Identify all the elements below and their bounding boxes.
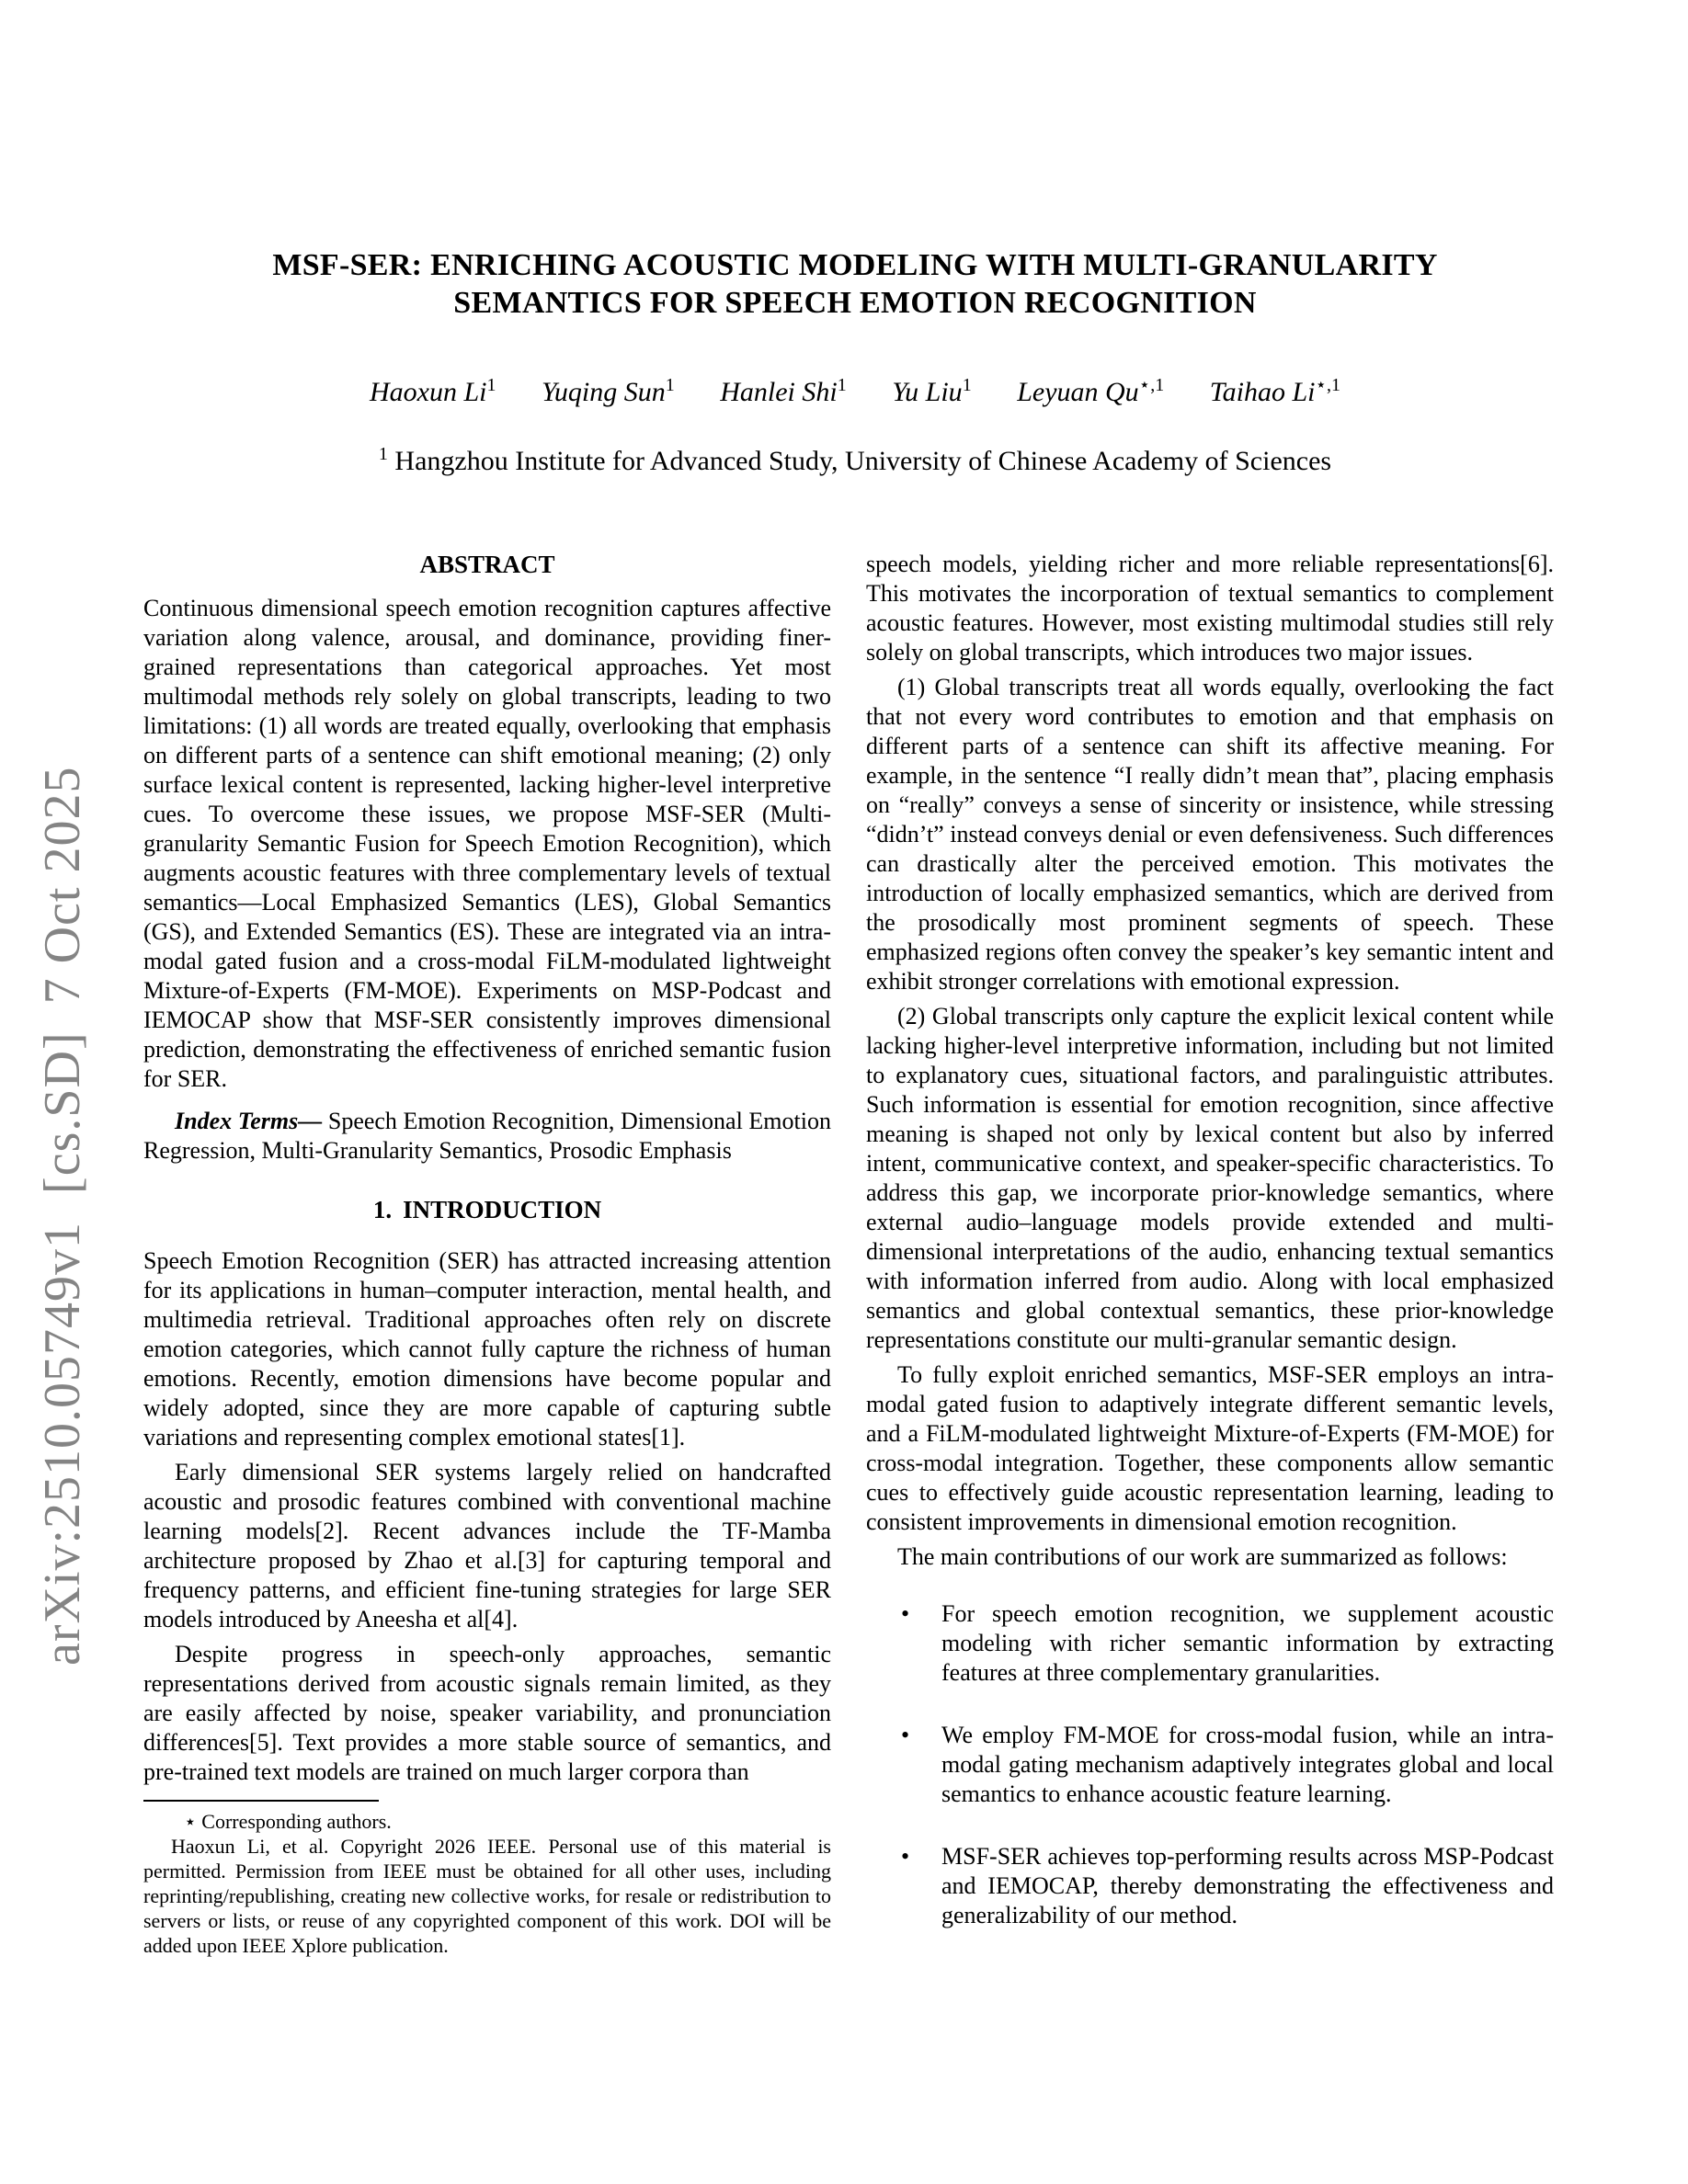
author-name: Taihao $Li^{⋆,1}$ <box>1209 375 1341 407</box>
footnote-rule <box>143 1800 379 1802</box>
bullet-icon: • <box>901 1722 910 1748</box>
body-paragraph: speech models, yielding richer and more reliable representations[6]. This motivates the incorporation of textual semantics to complement acoustic features. However, most existing multimodal studies still rely solely on global transcripts, which introduces two major issues. <box>866 551 1554 665</box>
contribution-text: For speech emotion recognition, we supplement acoustic modeling with richer semantic information by extracting features at three complementary granularities. <box>941 1600 1554 1686</box>
contribution-text: MSF-SER achieves top-performing results across MSP-Podcast and IEMOCAP, thereby demonstrating the effectiveness and generalizability of our method. <box>941 1843 1554 1928</box>
right-column <box>866 550 1554 1963</box>
index-terms-label: Index Terms— <box>175 1108 323 1134</box>
author-superscript: 1 <box>837 375 847 395</box>
author-superscript: 1 <box>486 375 496 395</box>
authors-line <box>143 368 1567 410</box>
intro-paragraph: Despite progress in speech-only approaches, semantic representations derived from acoustic signals remain limited, as they are easily affected by noise, speaker variability, and pronunciation differences[5]. Text provides a more stable source of semantics, and pre-trained text models are trained on much larger corpora than <box>143 1641 831 1785</box>
affiliation-text: Hangzhou Institute for Advanced Study, University of Chinese Academy of Sciences <box>387 446 1332 476</box>
contributions-list <box>866 1599 1554 1930</box>
arxiv-watermark: arXiv:2510.05749v1 [cs.SD] 7 Oct 2025 <box>34 766 91 1666</box>
author-name: Leyuan $Qu^{⋆,1}$ <box>1017 375 1165 407</box>
contribution-item <box>866 1721 1554 1809</box>
paper-title <box>143 246 1567 322</box>
affiliation <box>143 438 1567 478</box>
index-terms-text: Speech Emotion Recognition, Dimensional Emotion Regression, Multi-Granularity Semantics, Prosodic Emphasis <box>143 1108 831 1164</box>
author-superscript: ⋆,1 <box>1138 375 1165 395</box>
author-superscript: 1 <box>665 375 675 395</box>
left-column <box>143 550 831 1958</box>
paper-title-line2: SEMANTICS FOR SPEECH EMOTION RECOGNITION <box>453 286 1257 320</box>
section-number: 1. <box>372 1196 393 1223</box>
intro-paragraph: Speech Emotion Recognition (SER) has attracted increasing attention for its applications in human–computer interaction, mental health, and multimedia retrieval. Traditional approaches often rely on discrete emotion categories, which cannot fully capture the richness of human emotions. Recently, emotion dimensions have become popular and widely adopted, since they are more capable of capturing subtle variations and representing complex emotional states[1]. <box>143 1247 831 1450</box>
author-superscript: 1 <box>962 375 972 395</box>
bullet-icon: • <box>901 1843 910 1870</box>
index-terms <box>143 1107 831 1166</box>
intro-paragraph: Early dimensional SER systems largely relied on handcrafted acoustic and prosodic features combined with conventional machine learning models[2]. Recent advances include the TF-Mamba architecture proposed by Zhao et al.[3] for capturing temporal and frequency patterns, and efficient fine-tuning strategies for large SER models introduced by Aneesha et al[4]. <box>143 1459 831 1632</box>
author-name: Yuqing Sun$^1$ <box>541 375 675 407</box>
body-paragraph: (1) Global transcripts treat all words equally, overlooking the fact that not every word contributes to emotion and that emphasis on different parts of a sentence can shift its affective meaning. For example, in the sentence “I really didn’t mean that”, placing emphasis on “really” conveys a sense of sincerity or insistence, while stressing “didn’t” instead conveys denial or even defensiveness. Such differences can drastically alter the perceived emotion. This motivates the introduction of locally emphasized semantics, which are derived from the prosodically most prominent segments of speech. These emphasized regions often convey the speaker’s key semantic intent and exhibit stronger correlations with emotional expression. <box>866 674 1554 995</box>
author-superscript: ⋆,1 <box>1315 375 1341 395</box>
author-name: Hanlei Shi$^1$ <box>720 375 847 407</box>
author-name: Haoxun Li$^1$ <box>369 375 496 407</box>
introduction-heading <box>143 1195 831 1224</box>
section-title: INTRODUCTION <box>403 1196 602 1223</box>
contribution-item <box>866 1842 1554 1930</box>
footnote <box>143 1800 831 1958</box>
abstract-body: Continuous dimensional speech emotion recognition captures affective variation along valence, arousal, and dominance, providing finer-grained representations than categorical approaches. Yet most multimodal methods rely solely on global transcripts, leading to two limitations: (1) all words are treated equally, overlooking that emphasis on different parts of a sentence can shift emotional meaning; (2) only surface lexical content is represented, lacking higher-level interpretive cues. To overcome these issues, we propose MSF-SER (Multi-granularity Semantic Fusion for Speech Emotion Recognition), which augments acoustic features with three complementary levels of textual semantics—Local Emphasized Semantics (LES), Global Semantics (GS), and Extended Semantics (ES). These are integrated via an intra-modal gated fusion and a cross-modal FiLM-modulated lightweight Mixture-of-Experts (FM-MOE). Experiments on MSP-Podcast and IEMOCAP show that MSF-SER consistently improves dimensional prediction, demonstrating the effectiveness of enriched semantic fusion for SER. <box>143 595 831 1092</box>
abstract-heading: ABSTRACT <box>419 551 555 578</box>
author-name: Yu Liu$^1$ <box>892 375 972 407</box>
footnote-corresponding: ⋆ Corresponding authors. <box>184 1810 392 1833</box>
paper-title-line1: MSF-SER: ENRICHING ACOUSTIC MODELING WITH MULTI-GRANULARITY <box>272 248 1438 282</box>
contributions-intro: The main contributions of our work are summarized as follows: <box>897 1543 1508 1570</box>
body-paragraph: To fully exploit enriched semantics, MSF-SER employs an intra-modal gated fusion to adaptively integrate different semantic levels, and a FiLM-modulated lightweight Mixture-of-Experts (FM-MOE) for cross-modal integration. Together, these components allow semantic cues to effectively guide acoustic representation learning, leading to consistent improvements in dimensional emotion recognition. <box>866 1361 1554 1535</box>
contribution-text: We employ FM-MOE for cross-modal fusion, while an intra-modal gating mechanism adaptively integrates global and local semantics to enhance acoustic feature learning. <box>941 1722 1554 1807</box>
affiliation-superscript: 1 <box>378 444 388 464</box>
bullet-icon: • <box>901 1600 910 1627</box>
footnote-copyright: Haoxun Li, et al. Copyright 2026 IEEE. Personal use of this material is permitted. Permission from IEEE must be obtained for all other uses, including reprinting/republishing, creating new collective works, for resale or redistribution to servers or lists, or reuse of any copyrighted component of this work. DOI will be added upon IEEE Xplore publication. <box>143 1835 831 1957</box>
body-paragraph: (2) Global transcripts only capture the explicit lexical content while lacking higher-level interpretive information, including but not limited to explanatory cues, situational factors, and paralinguistic attributes. Such information is essential for emotion recognition, since affective meaning is shaped not only by lexical content but also by inferred intent, communicative context, and speaker-specific characteristics. To address this gap, we incorporate prior-knowledge semantics, where external audio–language models provide extended and multi-dimensional interpretations of the audio, enhancing textual semantics with information inferred from audio. Along with local emphasized semantics and global contextual semantics, these prior-knowledge representations constitute our multi-granular semantic design. <box>866 1003 1554 1353</box>
contribution-item <box>866 1599 1554 1688</box>
